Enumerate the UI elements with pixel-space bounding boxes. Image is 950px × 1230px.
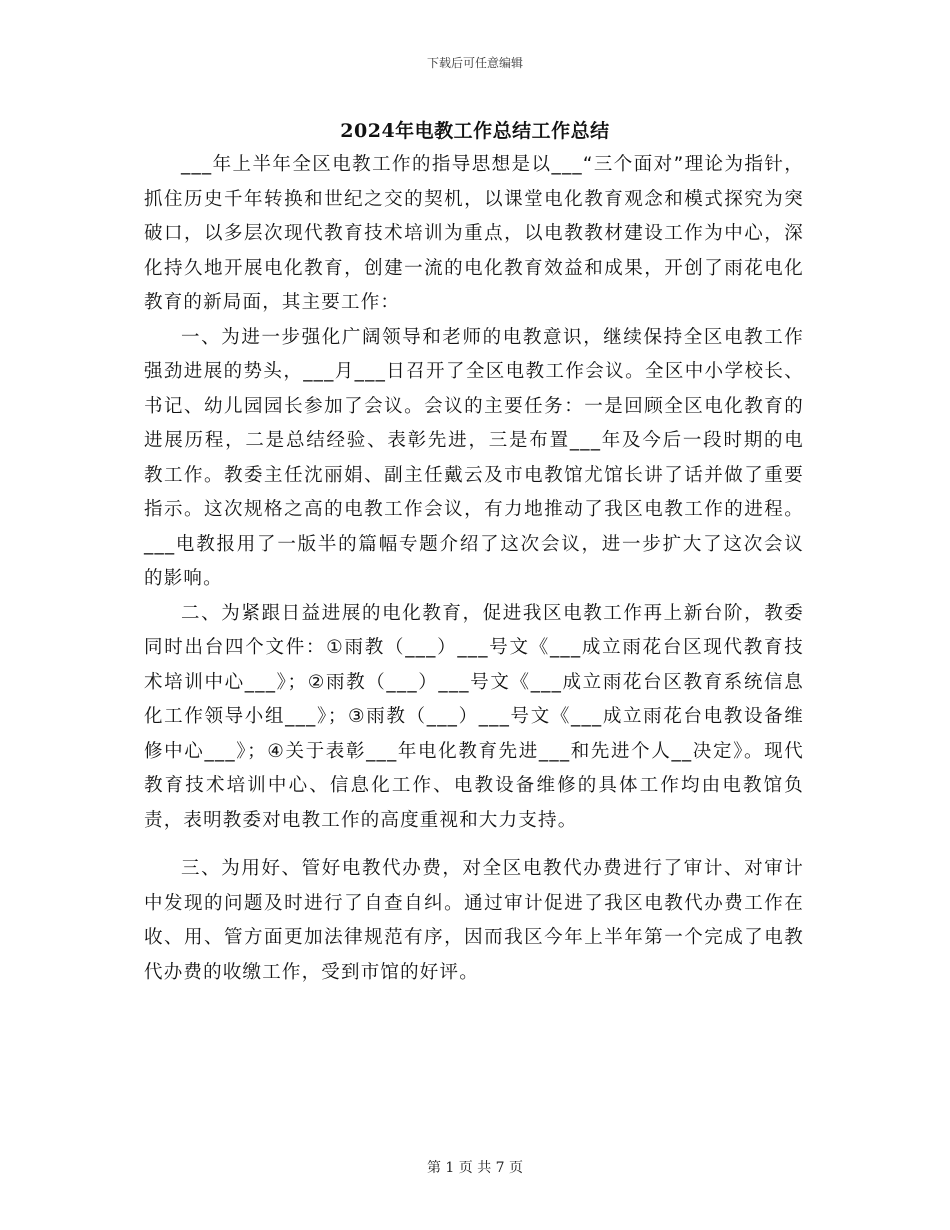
header-note: 下载后可任意编辑 [426, 56, 523, 70]
document-body [144, 148, 804, 990]
document-title: 2024年电教工作总结工作总结 [340, 120, 610, 142]
paragraph-intro: ___年上半年全区电教工作的指导思想是以___“三个面对”理论为指针，抓住历史千年转换和世纪之交的契机，以课堂电化教育观念和模式探究为突破口，以多层次现代教育技术培训为重点，以电教教材建设工作为中心，深化持久地开展电化教育，创建一流的电化教育效益和成果，开创了雨花电化教育的新局面，其主要工作： [144, 154, 804, 313]
paragraph-section-1: 一、为进一步强化广阔领导和老师的电教意识，继续保持全区电教工作强劲进展的势头，___月___日召开了全区电教工作会议。全区中小学校长、书记、幼儿园园长参加了会议。会议的主要任务：一是回顾全区电化教育的进展历程，二是总结经验、表彰先进，三是布置___年及今后一段时期的电教工作。教委主任沈丽娟、副主任戴云及市电教馆尤馆长讲了话并做了重要指示。这次规格之高的电教工作会议，有力地推动了我区电教工作的进程。___电教报用了一版半的篇幅专题介绍了这次会议，进一步扩大了这次会议的影响。 [144, 326, 804, 589]
paragraph-section-3: 三、为用好、管好电教代办费，对全区电教代办费进行了审计、对审计中发现的问题及时进行了自查自纠。通过审计促进了我区电教代办费工作在收、用、管方面更加法律规范有序，因而我区今年上半年第一个完成了电教代办费的收缴工作，受到市馆的好评。 [144, 858, 804, 983]
paragraph-section-2: 二、为紧跟日益进展的电化教育，促进我区电教工作再上新台阶，教委同时出台四个文件：①雨教（___）___号文《___成立雨花台区现代教育技术培训中心___》；②雨教（___）___号文《___成立雨花台区教育系统信息化工作领导小组___》；③雨教（___）___号文《___成立雨花台电教设备维修中心___》；④关于表彰___年电化教育先进___和先进个人__决定》。现代教育技术培训中心、信息化工作、电教设备维修的具体工作均由电教馆负责，表明教委对电教工作的高度重视和大力支持。 [144, 602, 804, 831]
page-number: 第 1 页 共 7 页 [426, 1160, 524, 1176]
